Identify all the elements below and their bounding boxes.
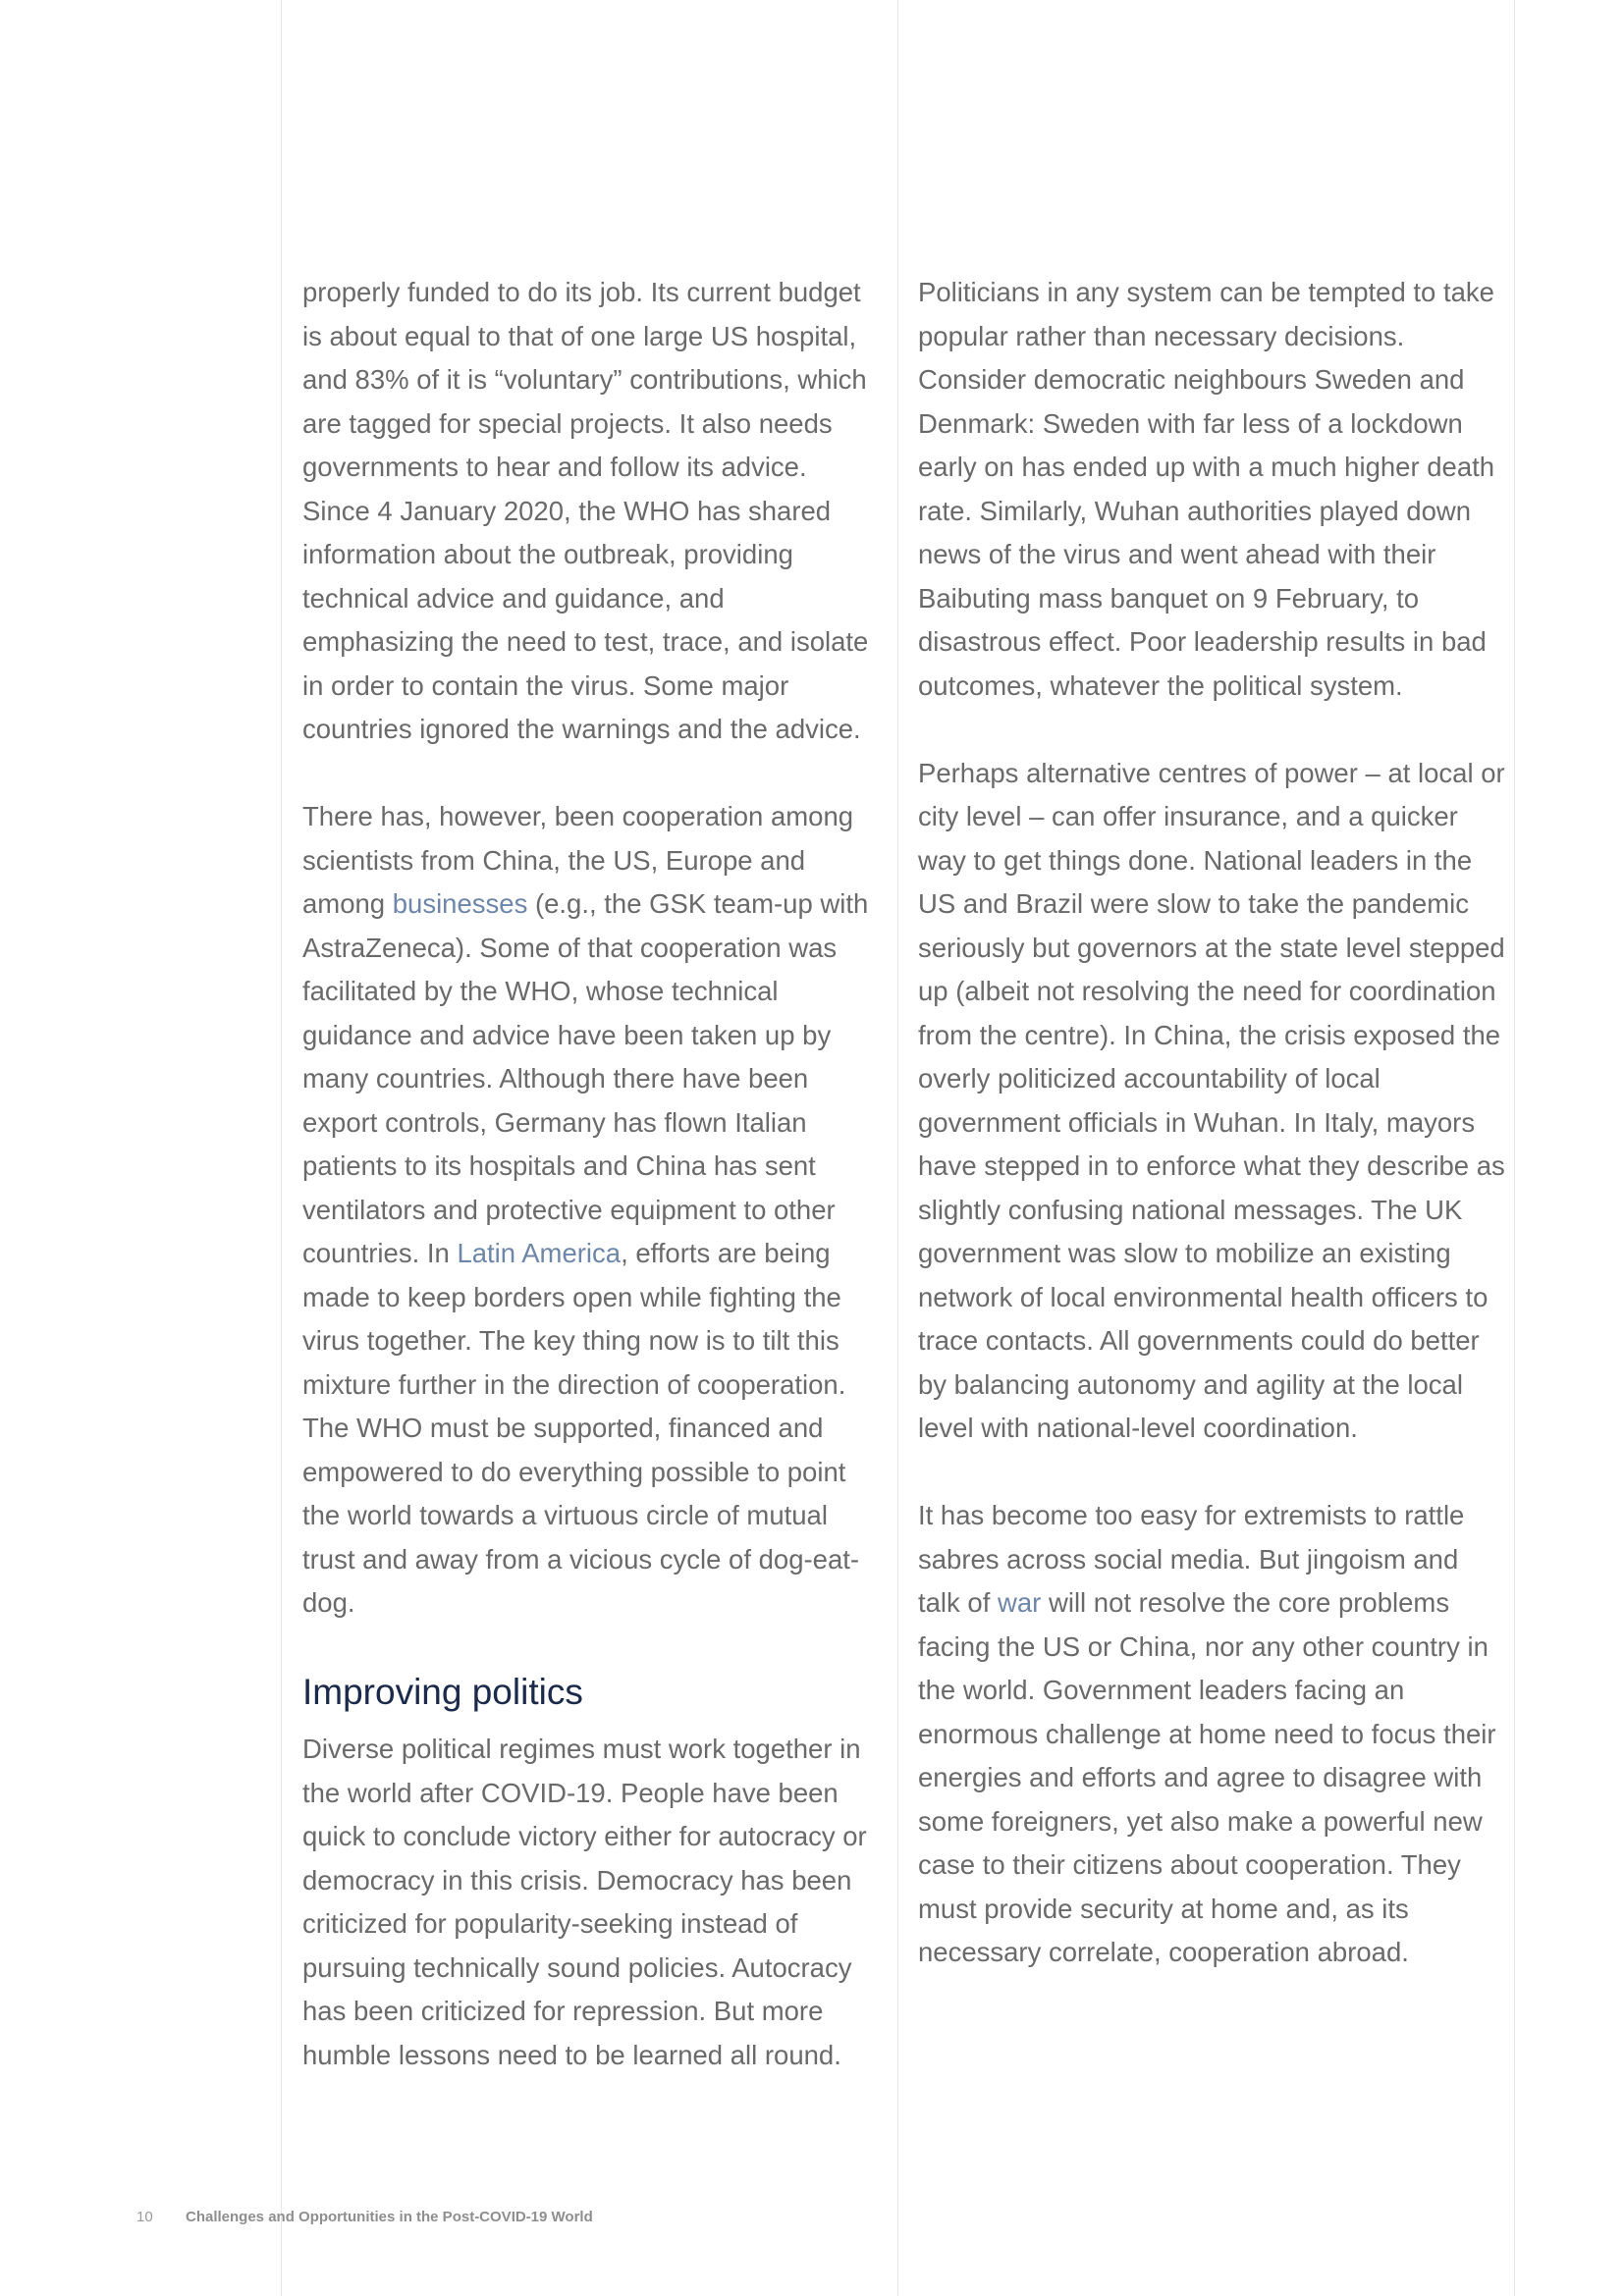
latin-america-link[interactable]: Latin America: [457, 1238, 622, 1268]
page-footer: [136, 2209, 593, 2225]
right-paragraph-3-text-b: will not resolve the core problems facing the US or China, nor any other country in the world. Government leaders facing an enormous challenge at home need to focus their energies and efforts and agree to disagree with some foreigners, yet also make a powerful new case to their citizens about cooperation. They must provide security at home and, as its necessary correlate, cooperation abroad.: [918, 1587, 1496, 1967]
left-paragraph-2-text-a: There has, however, been cooperation among scientists from China, the US, Europe and among: [302, 801, 854, 919]
right-column: [918, 271, 1507, 1975]
left-paragraph-1: properly funded to do its job. Its current budget is about equal to that of one large US hospital, and 83% of it is “voluntary” contributions, which are tagged for special projects. It also needs governments to hear and follow its advice. Since 4 January 2020, the WHO has shared information about the outbreak, providing technical advice and guidance, and emphasizing the need to test, trace, and isolate in order to contain the virus. Some major countries ignored the warnings and the advice.: [302, 277, 869, 744]
left-paragraph-2-text-c: , efforts are being made to keep borders open while fighting the virus together. The key thing now is to tilt this mixture further in the direction of cooperation. The WHO must be supported, financed and empowered to do everything possible to point the world towards a virtuous circle of mutual trust and away from a vicious cycle of dog-eat-dog.: [302, 1238, 860, 1618]
right-paragraph-3: [918, 1494, 1507, 1975]
left-paragraph-3: Diverse political regimes must work together in the world after COVID-19. People have been quick to conclude victory either for autocracy or democracy in this crisis. Democracy has been criticized for popularity-seeking instead of pursuing technically sound policies. Autocracy has been criticized for repression. But more humble lessons need to be learned all round.: [302, 1734, 867, 2070]
businesses-link[interactable]: businesses: [392, 888, 528, 919]
column-rule-center: [897, 0, 898, 2296]
section-heading-improving-politics: Improving politics: [302, 1672, 583, 1712]
left-column: [302, 271, 880, 2077]
right-paragraph-2: Perhaps alternative centres of power – at local or city level – can offer insurance, and a quicker way to get things done. National leaders in the US and Brazil were slow to take the pandemic seriously but governors at the state level stepped up (albeit not resolving the need for coordination from the centre). In China, the crisis exposed the overly politicized accountability of local government officials in Wuhan. In Italy, mayors have stepped in to enforce what they describe as slightly confusing national messages. The UK government was slow to mobilize an existing network of local environmental health officers to trace contacts. All governments could do better by balancing autonomy and agility at the local level with national-level coordination.: [918, 757, 1505, 1443]
column-rule-left: [281, 0, 282, 2296]
right-paragraph-1: Politicians in any system can be tempted to take popular rather than necessary decisions. Consider democratic neighbours Sweden and Denmark: Sweden with far less of a lockdown early on has ended up with a much higher death rate. Similarly, Wuhan authorities played down news of the virus and went ahead with their Baibuting mass banquet on 9 February, to disastrous effect. Poor leadership results in bad outcomes, whatever the political system.: [918, 277, 1495, 701]
left-paragraph-2-text-b: (e.g., the GSK team-up with AstraZeneca). Some of that cooperation was facilitated by the WHO, whose technical guidance and advice have been taken up by many countries. Although there have been export controls, Germany has flown Italian patients to its hospitals and China has sent ventilators and protective equipment to other countries. In: [302, 888, 869, 1268]
war-link[interactable]: war: [998, 1587, 1042, 1618]
page-number: 10: [136, 2209, 153, 2225]
footer-title: Challenges and Opportunities in the Post-COVID-19 World: [186, 2209, 593, 2225]
left-paragraph-2: [302, 795, 880, 1626]
column-rule-right: [1514, 0, 1515, 2296]
right-paragraph-3-text-a: It has become too easy for extremists to rattle sabres across social media. But jingoism and talk of: [918, 1500, 1465, 1618]
